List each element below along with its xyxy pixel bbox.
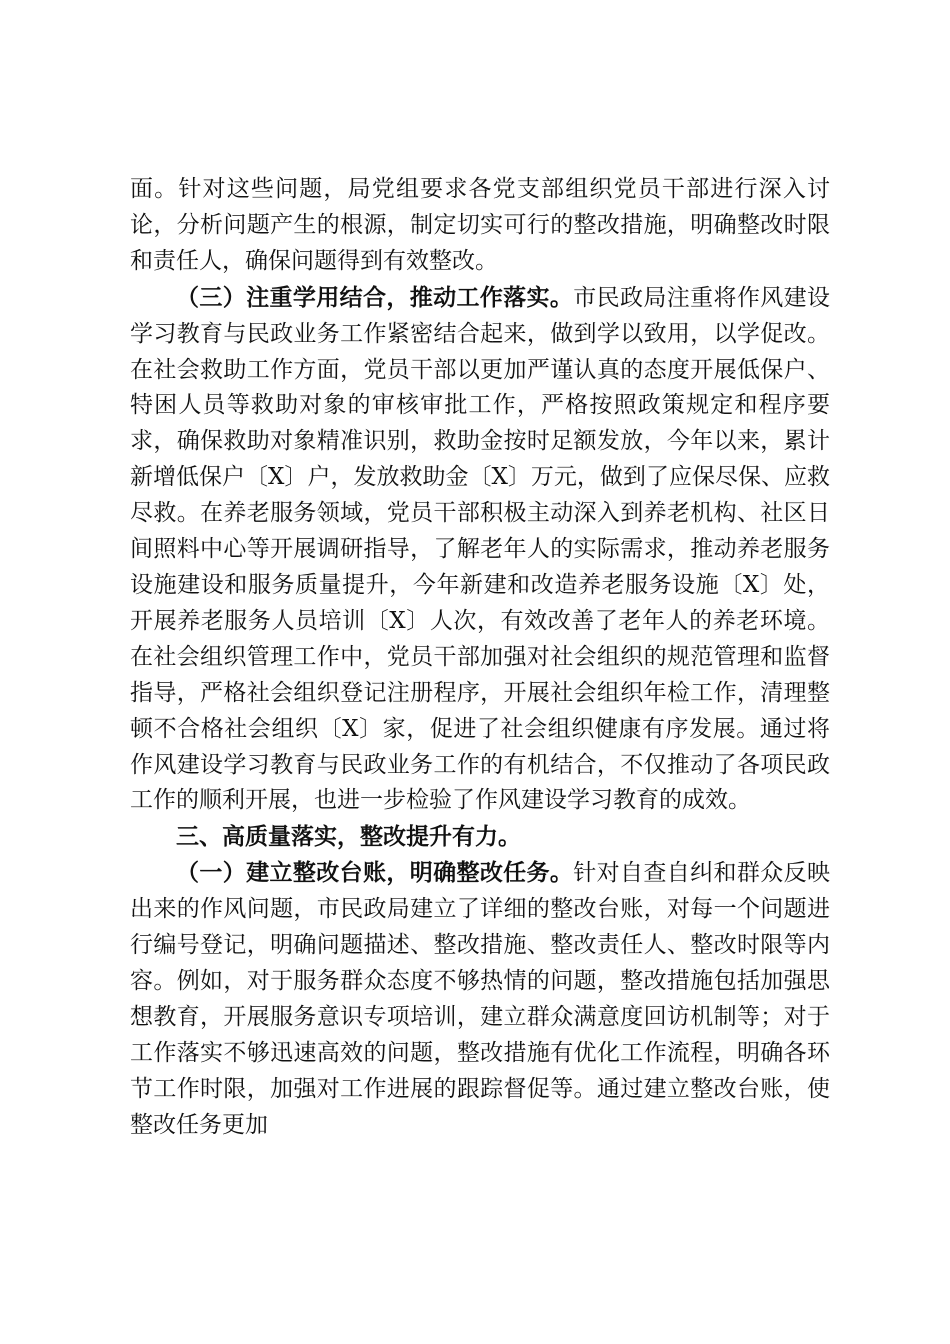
paragraph-body: 市民政局注重将作风建设学习教育与民政业务工作紧密结合起来，做到学以致用，以学促改。在社会救助工作方面，党员干部以更加严谨认真的态度开展低保户、特困人员等救助对象的审核审批工作，严格按照政策规定和程序要求，确保救助对象精准识别，救助金按时足额发放，今年以来，累计新增低保户〔X〕户，发放救助金〔X〕万元，做到了应保尽保、应救尽救。在养老服务领域，党员干部积极主动深入到养老机构、社区日间照料中心等开展调研指导，了解老年人的实际需求，推动养老服务设施建设和服务质量提升，今年新建和改造养老服务设施〔X〕处，开展养老服务人员培训〔X〕人次，有效改善了老年人的养老环境。在社会组织管理工作中，党员干部加强对社会组织的规范管理和监督指导，严格社会组织登记注册程序，开展社会组织年检工作，清理整顿不合格社会组织〔X〕家，促进了社会组织健康有序发展。通过将作风建设学习教育与民政业务工作的有机结合，不仅推动了各项民政工作的顺利开展，也进一步检验了作风建设学习教育的成效。: [130, 284, 831, 814]
paragraph-study-application: [130, 280, 830, 820]
paragraph-continuation: 面。针对这些问题，局党组要求各党支部组织党员干部进行深入讨论，分析问题产生的根源，制定切实可行的整改措施，明确整改时限和责任人，确保问题得到有效整改。: [130, 176, 830, 274]
paragraph-lead-heading: （一）建立整改台账，明确整改任务。: [176, 859, 574, 887]
document-page: [130, 172, 830, 1143]
paragraph-lead-heading: （三）注重学用结合，推动工作落实。: [176, 283, 574, 311]
paragraph-body: 针对自查自纠和群众反映出来的作风问题，市民政局建立了详细的整改台账，对每一个问题进行编号登记，明确问题描述、整改措施、整改责任人、整改时限等内容。例如，对于服务群众态度不够热情的问题，整改措施包括加强思想教育，开展服务意识专项培训，建立群众满意度回访机制等；对于工作落实不够迅速高效的问题，整改措施有优化工作流程，明确各环节工作时限，加强对工作进展的跟踪督促等。通过建立整改台账，使整改任务更加: [130, 860, 831, 1138]
section-heading: 三、高质量落实，整改提升有力。: [176, 823, 521, 851]
paragraph-rectification-ledger: [130, 855, 830, 1143]
